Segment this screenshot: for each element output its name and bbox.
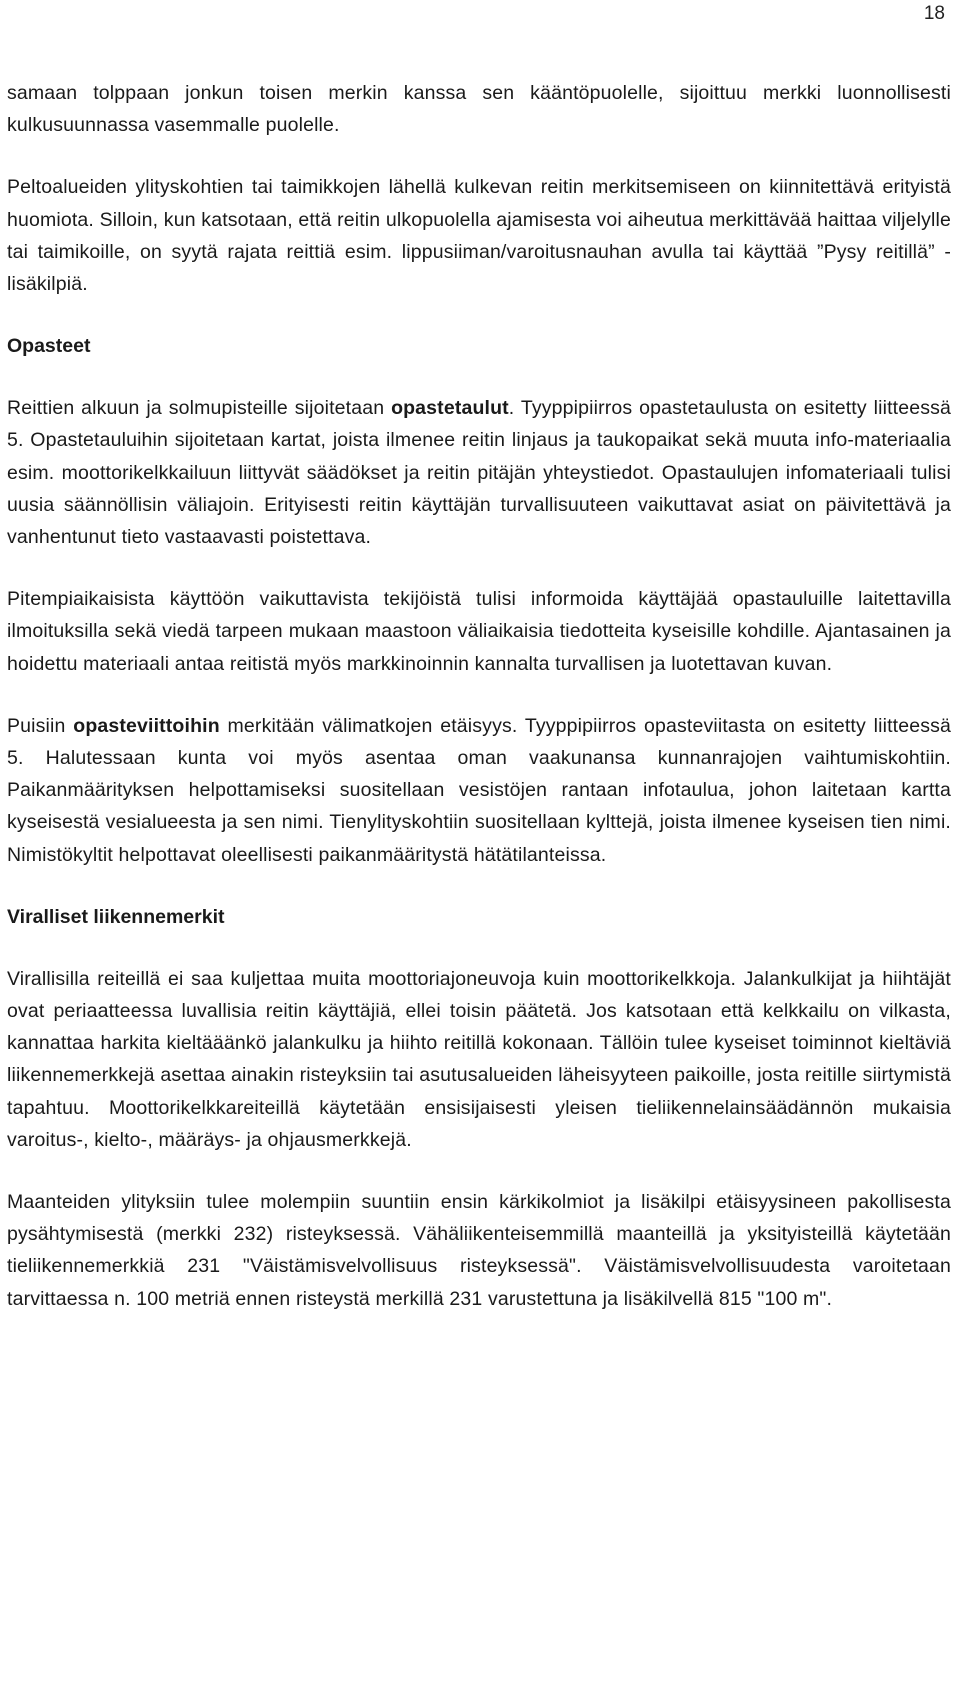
paragraph-official-routes: Virallisilla reiteillä ei saa kuljettaa muita moottoriajoneuvoja kuin moottorikelkkoja. Jalankulkijat ja hiihtäjät ovat periaatteessa luvallisia reitin käyttäjiä, ellei toisin päätetä. Jos katsotaan että kelkkailu on vilkasta, kannattaa harkita kieltääänkö jalankulku ja hiihto reitillä kokonaan. Tällöin tulee kyseiset toiminnot kieltäviä liikennemerkkejä asettaa ainakin risteyksiin tai asutusalueiden läheisyyteen paikoille, josta reitille siirtymistä tapahtuu. Moottorikelkkareiteillä käytetään ensisijaisesti yleisen tieliikennelainsäädännön mukaisia varoitus-, kielto-, määräys- ja ohjausmerkkejä.: [7, 967, 951, 1151]
document-body: [7, 77, 951, 1315]
bold-term-opasteviitat: opasteviittoihin: [73, 714, 220, 737]
page-number: 18: [923, 3, 945, 24]
bold-term-opastetaulut: opastetaulut: [391, 397, 509, 420]
heading-viralliset-liikennemerkit: Viralliset liikennemerkit: [7, 905, 225, 928]
paragraph-opastetaulut: [7, 392, 951, 553]
paragraph-road-crossings: Maanteiden ylityksiin tulee molempiin suuntiin ensin kärkikolmiot ja lisäkilpi etäisyysineen pakollisesta pysähtymisestä (merkki 232) risteyksessä. Vähäliikenteisemmillä maanteillä ja yksityisteillä käytetään tieliikennemerkkiä 231 "Väistämisvelvollisuus risteyksessä". Väistämisvelvollisuudesta varoitetaan tarvittaessa n. 100 metriä ennen risteystä merkillä 231 varustettuna ja lisäkilvellä 815 "100 m".: [7, 1191, 951, 1310]
text-segment: Puisiin: [7, 714, 74, 737]
text-segment: Reittien alkuun ja solmupisteille sijoitetaan: [7, 397, 392, 420]
heading-opasteet: Opasteet: [7, 335, 91, 358]
paragraph-long-term-info: Pitempiaikaisista käyttöön vaikuttavista tekijöistä tulisi informoida käyttäjää opastauluille laitettavilla ilmoituksilla sekä viedä tarpeen mukaan maastoon väliaikaisia tiedotteita kyseisille kohdille. Ajantasainen ja hoidettu materiaali antaa reitistä myös markkinoinnin kannalta turvallisen ja luotettavan kuvan.: [7, 588, 951, 675]
text-segment: . Tyyppipiirros opastetaulusta on esitetty liitteessä 5. Opastetauluihin sijoitetaan kartat, joista ilmenee reitin linjaus ja taukopaikat sekä muuta info-materiaalia esim. moottorikelkkailuun liittyvät säädökset ja reitin pitäjän yhteystiedot. Opastaulujen infomateriaali tulisi uusia säännöllisin väliajoin. Erityisesti reitin käyttäjän turvallisuuteen vaikuttavat asiat on päivitettävä ja vanhentunut tieto vastaavasti poistettava.: [7, 397, 951, 549]
paragraph-field-crossings: Peltoalueiden ylityskohtien tai taimikkojen lähellä kulkevan reitin merkitsemiseen on kiinnitettävä erityistä huomiota. Silloin, kun katsotaan, että reitin ulkopuolella ajamisesta voi aiheutua merkittävää haittaa viljelylle tai taimikoille, on syytä rajata reittiä esim. lippusiiman/varoitusnauhan avulla tai käyttää ”Pysy reitillä” -lisäkilpiä.: [7, 176, 951, 296]
paragraph-opasteviitat: [7, 710, 951, 871]
paragraph-sign-placement: samaan tolppaan jonkun toisen merkin kanssa sen kääntöpuolelle, sijoittuu merkki luonnollisesti kulkusuunnassa vasemmalle puolelle.: [7, 82, 951, 137]
text-segment: merkitään välimatkojen etäisyys. Tyyppipiirros opasteviitasta on esitetty liitteessä 5. Halutessaan kunta voi myös asentaa oman vaakunansa kunnanrajojen vaihtumiskohtiin. Paikanmäärityksen helpottamiseksi suositellaan vesistöjen rantaan infotaulua, johon laitetaan kartta kyseisestä vesialueesta ja sen nimi. Tienylityskohtiin suositellaan kylttejä, joista ilmenee kyseisen tien nimi. Nimistökyltit helpottavat oleellisesti paikanmääritystä hätätilanteissa.: [7, 714, 951, 866]
